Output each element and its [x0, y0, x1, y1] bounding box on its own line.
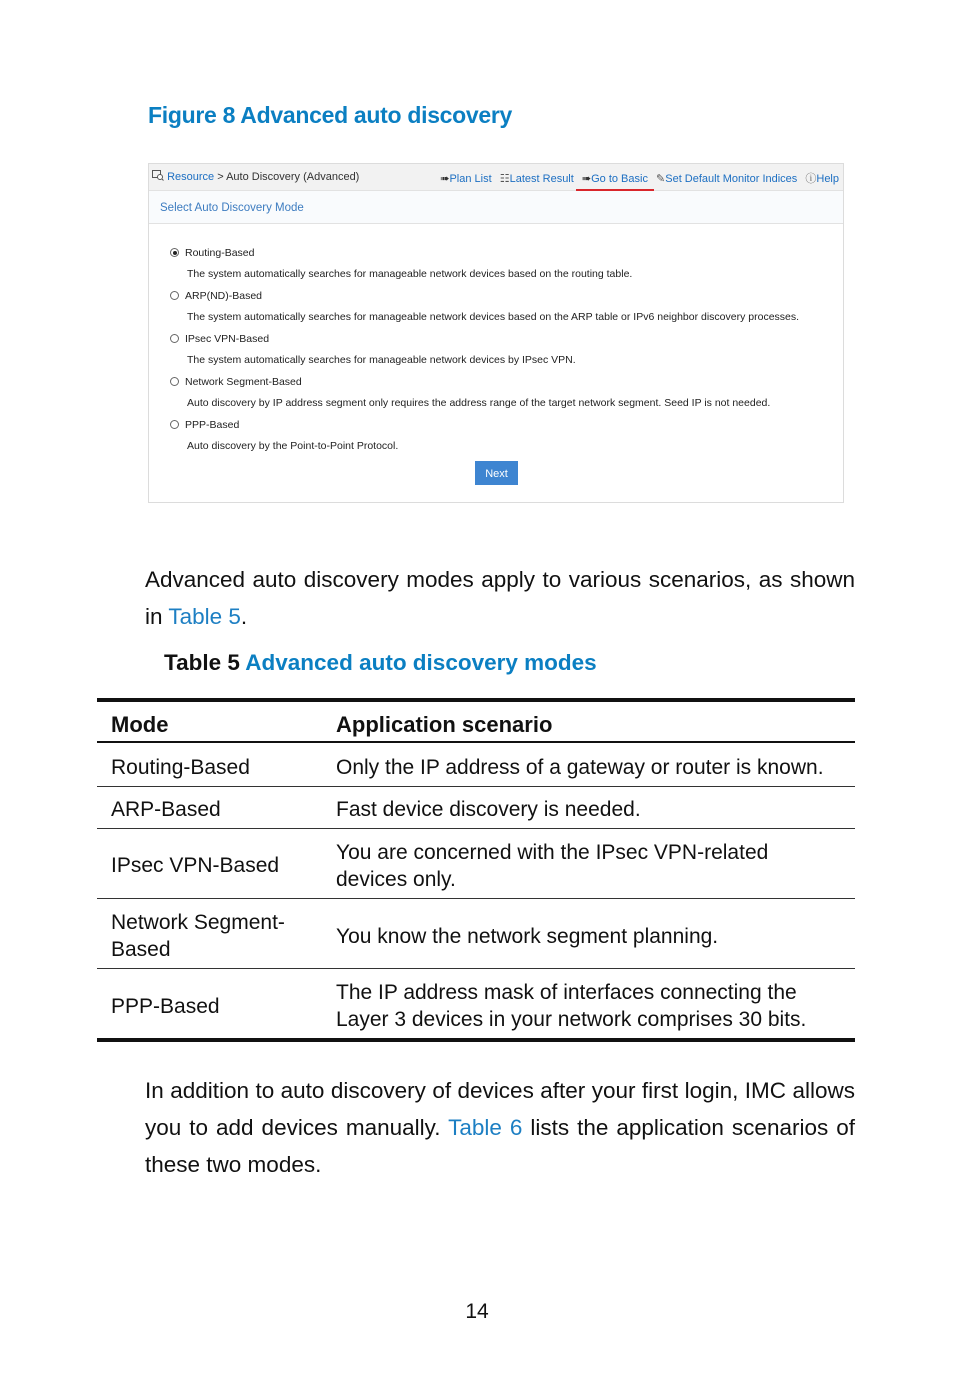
option-description: Auto discovery by IP address segment only requires the address range of the target network segment. Seed IP is not needed.: [187, 397, 771, 409]
radio-unselected[interactable]: [170, 420, 179, 429]
table-caption: Table 5 Advanced auto discovery modes: [164, 650, 597, 675]
table-top-rule: [97, 698, 855, 702]
section-title: Select Auto Discovery Mode: [160, 202, 304, 214]
table-cell-scenario: Fast device discovery is needed.: [336, 798, 641, 821]
table-cell-scenario: The IP address mask of interfaces connecting the Layer 3 devices in your network comprises 30 bits.: [336, 981, 807, 1031]
table-header-rule: [97, 741, 855, 743]
table-row-divider: [97, 898, 855, 899]
paragraph-manual-add: In addition to auto discovery of devices after your first login, IMC allows you to add devices manually. Table 6 lists the application scenarios of these two modes.: [145, 1078, 855, 1177]
go-to-basic-link[interactable]: ➠Go to Basic: [581, 173, 648, 185]
table-cell-mode: Routing-Based: [111, 756, 250, 779]
option-description: Auto discovery by the Point-to-Point Protocol.: [187, 440, 399, 452]
breadcrumb-current: > Auto Discovery (Advanced): [214, 171, 360, 183]
arrow-right-icon: ➠: [440, 173, 450, 185]
table-cell-scenario: You are concerned with the IPsec VPN-related devices only.: [336, 841, 769, 891]
latest-result-link[interactable]: ☷Latest Result: [499, 173, 574, 185]
option-description: The system automatically searches for manageable network devices based on the routing table.: [187, 268, 633, 280]
breadcrumb: [152, 170, 359, 183]
table-cell-mode: PPP-Based: [111, 995, 220, 1018]
paragraph-intro: Advanced auto discovery modes apply to various scenarios, as shown in Table 5.: [145, 567, 855, 629]
edit-icon: ✎: [656, 173, 666, 185]
table-cell-scenario: Only the IP address of a gateway or router is known.: [336, 756, 824, 779]
breadcrumb-toolbar: [149, 164, 843, 191]
table-header-scenario: Application scenario: [336, 712, 553, 737]
table-header-mode: Mode: [111, 712, 169, 737]
option-arp-based[interactable]: ARP(ND)-Based: [170, 290, 262, 302]
resource-icon: [152, 170, 164, 181]
help-icon: ⓘ: [805, 173, 817, 185]
table-5-link[interactable]: Table 5: [168, 604, 241, 629]
option-description: The system automatically searches for manageable network devices based on the ARP table or IPv6 neighbor discovery processes.: [187, 311, 800, 323]
option-ipsec-vpn-based[interactable]: IPsec VPN-Based: [170, 333, 269, 345]
table-row-divider: [97, 968, 855, 969]
table-cell-mode: ARP-Based: [111, 798, 221, 821]
page-number: 14: [465, 1300, 489, 1323]
table-row-divider: [97, 786, 855, 787]
breadcrumb-resource-link[interactable]: Resource: [167, 171, 215, 183]
arrow-right-icon: ➠: [581, 173, 592, 185]
advanced-auto-discovery-screenshot: [148, 163, 844, 503]
radio-selected[interactable]: [170, 248, 179, 257]
table-cell-mode: Network Segment-Based: [111, 911, 285, 961]
radio-unselected[interactable]: [170, 377, 179, 386]
option-network-segment-based[interactable]: Network Segment-Based: [170, 376, 302, 388]
table-6-link[interactable]: Table 6: [448, 1115, 523, 1140]
help-link[interactable]: ⓘHelp: [805, 173, 839, 185]
section-header: [149, 191, 843, 224]
table-row-divider: [97, 828, 855, 829]
radio-unselected[interactable]: [170, 334, 179, 343]
table-cell-scenario: You know the network segment planning.: [336, 925, 719, 948]
set-default-monitor-link[interactable]: ✎Set Default Monitor Indices: [656, 173, 798, 185]
option-description: The system automatically searches for manageable network devices by IPsec VPN.: [187, 354, 576, 366]
next-button[interactable]: Next: [475, 461, 518, 485]
option-routing-based[interactable]: Routing-Based: [170, 247, 254, 259]
result-icon: ☷: [499, 173, 510, 185]
table-cell-mode: IPsec VPN-Based: [111, 854, 280, 877]
plan-list-link[interactable]: ➠Plan List: [440, 173, 492, 185]
table-bottom-rule: [97, 1038, 855, 1042]
option-ppp-based[interactable]: PPP-Based: [170, 419, 239, 431]
figure-caption: Figure 8 Advanced auto discovery: [148, 102, 513, 128]
radio-unselected[interactable]: [170, 291, 179, 300]
toolbar: [435, 170, 839, 186]
